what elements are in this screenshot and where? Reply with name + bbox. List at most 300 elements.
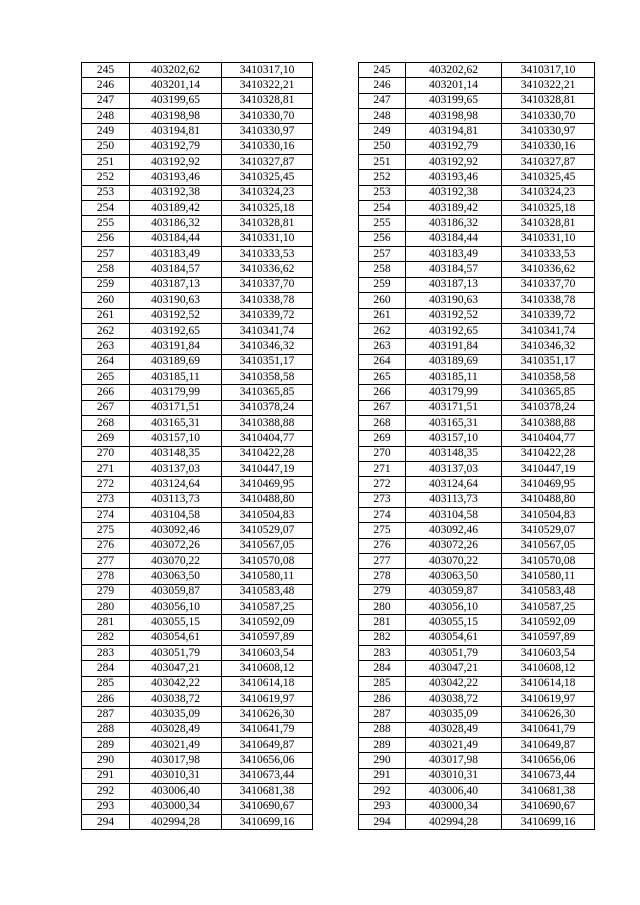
y-coordinate-cell: 3410333,53 (222, 247, 313, 262)
point-number-cell: 263 (82, 339, 130, 354)
table-row (82, 630, 313, 645)
y-coordinate-cell: 3410592,09 (502, 615, 595, 630)
y-coordinate-cell: 3410567,05 (222, 538, 313, 553)
point-number-cell: 285 (82, 676, 130, 691)
point-number-cell: 250 (359, 139, 406, 154)
x-coordinate-cell: 403192,79 (406, 139, 502, 154)
table-row (82, 692, 313, 707)
table-row (359, 615, 595, 630)
point-number-cell: 276 (359, 538, 406, 553)
point-number-cell: 253 (82, 185, 130, 200)
coordinates-table-left (81, 62, 313, 830)
x-coordinate-cell: 403028,49 (406, 722, 502, 737)
y-coordinate-cell: 3410587,25 (222, 600, 313, 615)
y-coordinate-cell: 3410580,11 (222, 569, 313, 584)
x-coordinate-cell: 403006,40 (130, 784, 222, 799)
y-coordinate-cell: 3410388,88 (502, 415, 595, 430)
y-coordinate-cell: 3410529,07 (502, 523, 595, 538)
y-coordinate-cell: 3410580,11 (502, 569, 595, 584)
table-row (82, 768, 313, 783)
x-coordinate-cell: 403124,64 (130, 477, 222, 492)
table-row (82, 277, 313, 292)
point-number-cell: 260 (359, 293, 406, 308)
table-row (359, 768, 595, 783)
table-row (359, 676, 595, 691)
table-row (359, 231, 595, 246)
point-number-cell: 286 (359, 692, 406, 707)
table-row (82, 339, 313, 354)
x-coordinate-cell: 403047,21 (406, 661, 502, 676)
y-coordinate-cell: 3410378,24 (222, 400, 313, 415)
x-coordinate-cell: 403189,42 (406, 201, 502, 216)
y-coordinate-cell: 3410681,38 (222, 784, 313, 799)
table-row (82, 415, 313, 430)
x-coordinate-cell: 403190,63 (406, 293, 502, 308)
y-coordinate-cell: 3410328,81 (502, 216, 595, 231)
table-row (82, 600, 313, 615)
x-coordinate-cell: 403179,99 (406, 385, 502, 400)
y-coordinate-cell: 3410608,12 (502, 661, 595, 676)
point-number-cell: 258 (359, 262, 406, 277)
y-coordinate-cell: 3410690,67 (502, 799, 595, 814)
point-number-cell: 294 (82, 814, 130, 829)
point-number-cell: 253 (359, 185, 406, 200)
x-coordinate-cell: 403056,10 (406, 600, 502, 615)
x-coordinate-cell: 403192,38 (130, 185, 222, 200)
x-coordinate-cell: 403192,92 (406, 155, 502, 170)
x-coordinate-cell: 403185,11 (406, 369, 502, 384)
point-number-cell: 258 (82, 262, 130, 277)
table-row (359, 323, 595, 338)
y-coordinate-cell: 3410351,17 (222, 354, 313, 369)
table-row (82, 93, 313, 108)
table-row (359, 262, 595, 277)
x-coordinate-cell: 403179,99 (130, 385, 222, 400)
y-coordinate-cell: 3410447,19 (502, 461, 595, 476)
y-coordinate-cell: 3410587,25 (502, 600, 595, 615)
y-coordinate-cell: 3410365,85 (502, 385, 595, 400)
x-coordinate-cell: 403104,58 (130, 507, 222, 522)
table-row (359, 124, 595, 139)
y-coordinate-cell: 3410690,67 (222, 799, 313, 814)
table-row (82, 799, 313, 814)
point-number-cell: 247 (82, 93, 130, 108)
table-row (359, 477, 595, 492)
x-coordinate-cell: 403201,14 (130, 78, 222, 93)
y-coordinate-cell: 3410469,95 (502, 477, 595, 492)
y-coordinate-cell: 3410583,48 (222, 584, 313, 599)
table-row (359, 93, 595, 108)
x-coordinate-cell: 403192,52 (130, 308, 222, 323)
point-number-cell: 257 (359, 247, 406, 262)
table-row (359, 369, 595, 384)
table-row (359, 753, 595, 768)
y-coordinate-cell: 3410597,89 (222, 630, 313, 645)
point-number-cell: 273 (359, 492, 406, 507)
point-number-cell: 289 (82, 738, 130, 753)
x-coordinate-cell: 403113,73 (406, 492, 502, 507)
table-row (359, 139, 595, 154)
y-coordinate-cell: 3410699,16 (222, 814, 313, 829)
point-number-cell: 294 (359, 814, 406, 829)
point-number-cell: 248 (359, 109, 406, 124)
table-row (82, 369, 313, 384)
x-coordinate-cell: 403051,79 (406, 646, 502, 661)
table-row (82, 431, 313, 446)
table-row (82, 231, 313, 246)
x-coordinate-cell: 403010,31 (406, 768, 502, 783)
table-row (82, 216, 313, 231)
point-number-cell: 274 (359, 507, 406, 522)
y-coordinate-cell: 3410337,70 (502, 277, 595, 292)
y-coordinate-cell: 3410641,79 (222, 722, 313, 737)
x-coordinate-cell: 403184,44 (406, 231, 502, 246)
table-row (359, 277, 595, 292)
y-coordinate-cell: 3410351,17 (502, 354, 595, 369)
table-row (359, 354, 595, 369)
table-row (82, 646, 313, 661)
table-row (82, 738, 313, 753)
x-coordinate-cell: 403137,03 (130, 461, 222, 476)
x-coordinate-cell: 402994,28 (130, 814, 222, 829)
table-row (359, 461, 595, 476)
x-coordinate-cell: 403191,84 (406, 339, 502, 354)
x-coordinate-cell: 403198,98 (406, 109, 502, 124)
x-coordinate-cell: 403035,09 (406, 707, 502, 722)
x-coordinate-cell: 403006,40 (406, 784, 502, 799)
x-coordinate-cell: 403070,22 (406, 554, 502, 569)
table-row (82, 661, 313, 676)
table-row (359, 569, 595, 584)
point-number-cell: 268 (82, 415, 130, 430)
y-coordinate-cell: 3410592,09 (222, 615, 313, 630)
table-row (82, 109, 313, 124)
x-coordinate-cell: 403021,49 (406, 738, 502, 753)
y-coordinate-cell: 3410570,08 (222, 554, 313, 569)
table-row (82, 492, 313, 507)
y-coordinate-cell: 3410325,18 (502, 201, 595, 216)
y-coordinate-cell: 3410641,79 (502, 722, 595, 737)
point-number-cell: 255 (359, 216, 406, 231)
x-coordinate-cell: 403010,31 (130, 768, 222, 783)
table-row (359, 507, 595, 522)
y-coordinate-cell: 3410339,72 (222, 308, 313, 323)
point-number-cell: 259 (359, 277, 406, 292)
point-number-cell: 291 (82, 768, 130, 783)
table-row (359, 646, 595, 661)
y-coordinate-cell: 3410339,72 (502, 308, 595, 323)
point-number-cell: 250 (82, 139, 130, 154)
x-coordinate-cell: 403042,22 (406, 676, 502, 691)
x-coordinate-cell: 403202,62 (406, 63, 502, 78)
y-coordinate-cell: 3410330,97 (222, 124, 313, 139)
y-coordinate-cell: 3410504,83 (222, 507, 313, 522)
x-coordinate-cell: 403199,65 (406, 93, 502, 108)
table-row (359, 814, 595, 829)
point-number-cell: 255 (82, 216, 130, 231)
table-row (82, 78, 313, 93)
point-number-cell: 266 (359, 385, 406, 400)
x-coordinate-cell: 403063,50 (130, 569, 222, 584)
x-coordinate-cell: 403072,26 (406, 538, 502, 553)
x-coordinate-cell: 403165,31 (406, 415, 502, 430)
x-coordinate-cell: 403055,15 (130, 615, 222, 630)
y-coordinate-cell: 3410673,44 (502, 768, 595, 783)
y-coordinate-cell: 3410570,08 (502, 554, 595, 569)
table-row (359, 400, 595, 415)
table-row (82, 247, 313, 262)
x-coordinate-cell: 403199,65 (130, 93, 222, 108)
y-coordinate-cell: 3410336,62 (222, 262, 313, 277)
y-coordinate-cell: 3410404,77 (222, 431, 313, 446)
y-coordinate-cell: 3410619,97 (222, 692, 313, 707)
point-number-cell: 292 (359, 784, 406, 799)
x-coordinate-cell: 403201,14 (406, 78, 502, 93)
x-coordinate-cell: 403072,26 (130, 538, 222, 553)
point-number-cell: 279 (82, 584, 130, 599)
coordinates-table-right (358, 62, 595, 830)
table-row (359, 308, 595, 323)
y-coordinate-cell: 3410327,87 (222, 155, 313, 170)
y-coordinate-cell: 3410346,32 (222, 339, 313, 354)
x-coordinate-cell: 403194,81 (130, 124, 222, 139)
table-row (359, 554, 595, 569)
table-row (359, 339, 595, 354)
point-number-cell: 262 (82, 323, 130, 338)
point-number-cell: 263 (359, 339, 406, 354)
y-coordinate-cell: 3410422,28 (222, 446, 313, 461)
point-number-cell: 254 (82, 201, 130, 216)
y-coordinate-cell: 3410488,80 (502, 492, 595, 507)
table-row (82, 155, 313, 170)
table-row (359, 538, 595, 553)
x-coordinate-cell: 403192,92 (130, 155, 222, 170)
table-body-right (359, 63, 595, 830)
y-coordinate-cell: 3410336,62 (502, 262, 595, 277)
table-row (359, 170, 595, 185)
point-number-cell: 278 (82, 569, 130, 584)
x-coordinate-cell: 403092,46 (406, 523, 502, 538)
point-number-cell: 284 (359, 661, 406, 676)
x-coordinate-cell: 402994,28 (406, 814, 502, 829)
table-row (82, 293, 313, 308)
point-number-cell: 247 (359, 93, 406, 108)
point-number-cell: 266 (82, 385, 130, 400)
table-row (359, 78, 595, 93)
y-coordinate-cell: 3410322,21 (502, 78, 595, 93)
table-row (82, 446, 313, 461)
x-coordinate-cell: 403070,22 (130, 554, 222, 569)
y-coordinate-cell: 3410324,23 (502, 185, 595, 200)
x-coordinate-cell: 403192,65 (130, 323, 222, 338)
x-coordinate-cell: 403184,57 (406, 262, 502, 277)
y-coordinate-cell: 3410649,87 (502, 738, 595, 753)
table-row (82, 538, 313, 553)
table-row (82, 124, 313, 139)
point-number-cell: 283 (82, 646, 130, 661)
y-coordinate-cell: 3410567,05 (502, 538, 595, 553)
point-number-cell: 275 (359, 523, 406, 538)
table-row (82, 139, 313, 154)
table-row (82, 400, 313, 415)
y-coordinate-cell: 3410681,38 (502, 784, 595, 799)
x-coordinate-cell: 403190,63 (130, 293, 222, 308)
table-row (359, 201, 595, 216)
x-coordinate-cell: 403157,10 (406, 431, 502, 446)
x-coordinate-cell: 403137,03 (406, 461, 502, 476)
point-number-cell: 249 (359, 124, 406, 139)
table-row (82, 201, 313, 216)
x-coordinate-cell: 403104,58 (406, 507, 502, 522)
table-row (82, 784, 313, 799)
point-number-cell: 251 (82, 155, 130, 170)
table-row (82, 707, 313, 722)
y-coordinate-cell: 3410378,24 (502, 400, 595, 415)
x-coordinate-cell: 403017,98 (406, 753, 502, 768)
x-coordinate-cell: 403189,69 (130, 354, 222, 369)
point-number-cell: 273 (82, 492, 130, 507)
table-row (82, 676, 313, 691)
y-coordinate-cell: 3410488,80 (222, 492, 313, 507)
point-number-cell: 271 (82, 461, 130, 476)
x-coordinate-cell: 403191,84 (130, 339, 222, 354)
x-coordinate-cell: 403187,13 (130, 277, 222, 292)
point-number-cell: 281 (82, 615, 130, 630)
table-row (359, 661, 595, 676)
x-coordinate-cell: 403000,34 (130, 799, 222, 814)
table-row (82, 323, 313, 338)
y-coordinate-cell: 3410673,44 (222, 768, 313, 783)
point-number-cell: 256 (82, 231, 130, 246)
y-coordinate-cell: 3410330,97 (502, 124, 595, 139)
table-row (359, 784, 595, 799)
point-number-cell: 269 (359, 431, 406, 446)
y-coordinate-cell: 3410330,70 (502, 109, 595, 124)
x-coordinate-cell: 403184,57 (130, 262, 222, 277)
y-coordinate-cell: 3410331,10 (222, 231, 313, 246)
y-coordinate-cell: 3410614,18 (502, 676, 595, 691)
y-coordinate-cell: 3410330,70 (222, 109, 313, 124)
x-coordinate-cell: 403183,49 (406, 247, 502, 262)
point-number-cell: 262 (359, 323, 406, 338)
x-coordinate-cell: 403187,13 (406, 277, 502, 292)
table-body-left (82, 63, 313, 830)
y-coordinate-cell: 3410529,07 (222, 523, 313, 538)
table-row (359, 492, 595, 507)
table-row (359, 707, 595, 722)
point-number-cell: 260 (82, 293, 130, 308)
table-row (359, 692, 595, 707)
x-coordinate-cell: 403198,98 (130, 109, 222, 124)
x-coordinate-cell: 403202,62 (130, 63, 222, 78)
point-number-cell: 284 (82, 661, 130, 676)
point-number-cell: 251 (359, 155, 406, 170)
point-number-cell: 288 (359, 722, 406, 737)
table-row (82, 814, 313, 829)
point-number-cell: 259 (82, 277, 130, 292)
table-row (82, 461, 313, 476)
point-number-cell: 291 (359, 768, 406, 783)
point-number-cell: 271 (359, 461, 406, 476)
table-row (359, 415, 595, 430)
x-coordinate-cell: 403185,11 (130, 369, 222, 384)
x-coordinate-cell: 403054,61 (130, 630, 222, 645)
x-coordinate-cell: 403092,46 (130, 523, 222, 538)
y-coordinate-cell: 3410331,10 (502, 231, 595, 246)
table-row (82, 584, 313, 599)
y-coordinate-cell: 3410358,58 (222, 369, 313, 384)
point-number-cell: 267 (82, 400, 130, 415)
y-coordinate-cell: 3410333,53 (502, 247, 595, 262)
y-coordinate-cell: 3410365,85 (222, 385, 313, 400)
point-number-cell: 265 (359, 369, 406, 384)
table-row (359, 385, 595, 400)
y-coordinate-cell: 3410597,89 (502, 630, 595, 645)
point-number-cell: 265 (82, 369, 130, 384)
y-coordinate-cell: 3410322,21 (222, 78, 313, 93)
y-coordinate-cell: 3410317,10 (502, 63, 595, 78)
y-coordinate-cell: 3410324,23 (222, 185, 313, 200)
x-coordinate-cell: 403124,64 (406, 477, 502, 492)
x-coordinate-cell: 403063,50 (406, 569, 502, 584)
x-coordinate-cell: 403038,72 (406, 692, 502, 707)
point-number-cell: 286 (82, 692, 130, 707)
x-coordinate-cell: 403194,81 (406, 124, 502, 139)
y-coordinate-cell: 3410328,81 (222, 216, 313, 231)
x-coordinate-cell: 403171,51 (130, 400, 222, 415)
y-coordinate-cell: 3410341,74 (222, 323, 313, 338)
x-coordinate-cell: 403192,79 (130, 139, 222, 154)
point-number-cell: 274 (82, 507, 130, 522)
x-coordinate-cell: 403165,31 (130, 415, 222, 430)
point-number-cell: 249 (82, 124, 130, 139)
point-number-cell: 269 (82, 431, 130, 446)
y-coordinate-cell: 3410338,78 (502, 293, 595, 308)
point-number-cell: 293 (82, 799, 130, 814)
table-row (82, 185, 313, 200)
point-number-cell: 280 (359, 600, 406, 615)
table-row (82, 477, 313, 492)
point-number-cell: 252 (82, 170, 130, 185)
x-coordinate-cell: 403148,35 (130, 446, 222, 461)
x-coordinate-cell: 403059,87 (406, 584, 502, 599)
point-number-cell: 261 (359, 308, 406, 323)
point-number-cell: 292 (82, 784, 130, 799)
point-number-cell: 290 (359, 753, 406, 768)
point-number-cell: 285 (359, 676, 406, 691)
x-coordinate-cell: 403055,15 (406, 615, 502, 630)
x-coordinate-cell: 403054,61 (406, 630, 502, 645)
x-coordinate-cell: 403192,65 (406, 323, 502, 338)
y-coordinate-cell: 3410649,87 (222, 738, 313, 753)
y-coordinate-cell: 3410404,77 (502, 431, 595, 446)
table-row (82, 722, 313, 737)
x-coordinate-cell: 403148,35 (406, 446, 502, 461)
point-number-cell: 275 (82, 523, 130, 538)
table-row (359, 185, 595, 200)
table-row (359, 738, 595, 753)
y-coordinate-cell: 3410325,45 (222, 170, 313, 185)
y-coordinate-cell: 3410626,30 (222, 707, 313, 722)
x-coordinate-cell: 403017,98 (130, 753, 222, 768)
table-row (359, 523, 595, 538)
table-row (359, 155, 595, 170)
y-coordinate-cell: 3410388,88 (222, 415, 313, 430)
y-coordinate-cell: 3410328,81 (222, 93, 313, 108)
table-row (359, 293, 595, 308)
y-coordinate-cell: 3410504,83 (502, 507, 595, 522)
table-row (359, 446, 595, 461)
